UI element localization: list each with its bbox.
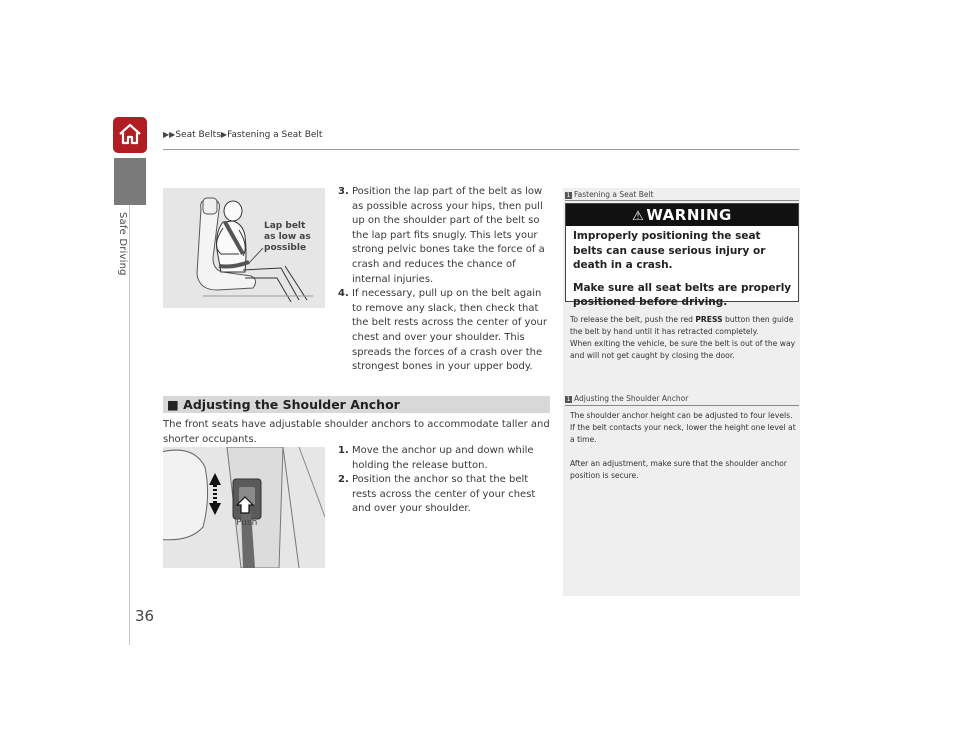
step-3: [338, 185, 550, 287]
breadcrumb-current: Fastening a Seat Belt: [227, 130, 323, 140]
step-text: If necessary, pull up on the belt again to remove any slack, then check that the belt rests across the center of your chest and over your shoulder. This spreads the forces of a crash over the strongest bones in your upper body.: [352, 288, 548, 373]
home-icon: [118, 123, 142, 145]
section-heading: [167, 396, 400, 413]
note-paragraph: When exiting the vehicle, be sure the belt is out of the way and will not get caught by closing the door.: [570, 339, 796, 360]
step-text: Position the lap part of the belt as low as possible across your hips, then pull up on the shoulder part of the belt so the lap part fits snugly. This lets your strong pelvic bones take the force of a crash and reduces the chance of internal injuries.: [352, 186, 545, 285]
breadcrumb-arrow-icon: ▶▶: [163, 130, 176, 139]
anchor-steps: [338, 444, 550, 517]
step-2: [338, 473, 550, 517]
page-number: 36: [135, 607, 155, 625]
home-button[interactable]: [113, 117, 147, 153]
figure-caption: Push: [236, 518, 258, 528]
header-rule: [163, 149, 799, 150]
step-text: Move the anchor up and down while holding the release button.: [352, 445, 534, 471]
note-text-part: To release the belt, push the red: [570, 315, 696, 324]
press-button-label: PRESS: [695, 315, 723, 324]
figure-caption: Lap belt as low as possible: [264, 221, 311, 253]
note-reference-icon: 1: [566, 396, 571, 403]
lap-belt-illustration: [163, 188, 325, 308]
note-title-text: Adjusting the Shoulder Anchor: [574, 394, 689, 403]
lap-belt-steps: [338, 185, 550, 375]
step-number: 3.: [338, 186, 349, 197]
step-number: 4.: [338, 288, 349, 300]
warning-label: WARNING: [646, 206, 732, 224]
note-text-fastening: [570, 314, 796, 362]
note-paragraph: The shoulder anchor height can be adjusted to four levels. If the belt contacts your neck, lower the height one level at a time.: [570, 411, 796, 444]
section-intro: The front seats have adjustable shoulder anchors to accommodate taller and shorter occupants.: [163, 419, 550, 445]
breadcrumb: [163, 130, 322, 140]
warning-line: Improperly positioning the seat belts can cause serious injury or death in a crash.: [573, 230, 766, 271]
note-paragraph: [570, 314, 796, 338]
note-reference-icon: 1: [566, 192, 571, 199]
note-rule: [565, 200, 799, 201]
note-title-anchor: [565, 394, 688, 403]
shoulder-anchor-illustration: [163, 447, 325, 568]
note-rule: [565, 405, 799, 406]
warning-icon: ⚠: [632, 209, 645, 224]
note-title-fastening: [565, 190, 653, 199]
step-text: Position the anchor so that the belt rests across the center of your chest and over your shoulder.: [352, 474, 536, 515]
step-4: [338, 287, 550, 375]
section-label: Safe Driving: [117, 212, 128, 276]
warning-body: [573, 229, 793, 318]
warning-line: Make sure all seat belts are properly positioned before driving.: [573, 281, 792, 308]
sidebar-divider: [129, 205, 130, 645]
breadcrumb-link-seat-belts[interactable]: Seat Belts: [175, 130, 221, 140]
step-1: [338, 444, 550, 473]
section-heading-text: Adjusting the Shoulder Anchor: [183, 397, 400, 412]
warning-header: [566, 204, 798, 226]
section-tab-marker: [114, 158, 146, 205]
note-text-part: button then guide the belt by hand until it has retracted completely.: [570, 315, 794, 336]
step-number: 2.: [338, 474, 349, 486]
note-title-text: Fastening a Seat Belt: [574, 190, 654, 199]
breadcrumb-arrow-icon: ▶: [220, 130, 228, 139]
note-paragraph: After an adjustment, make sure that the shoulder anchor position is secure.: [570, 459, 787, 480]
heading-bullet-icon: ■: [167, 397, 179, 412]
note-text-anchor: [570, 410, 796, 494]
step-number: 1.: [338, 445, 349, 456]
